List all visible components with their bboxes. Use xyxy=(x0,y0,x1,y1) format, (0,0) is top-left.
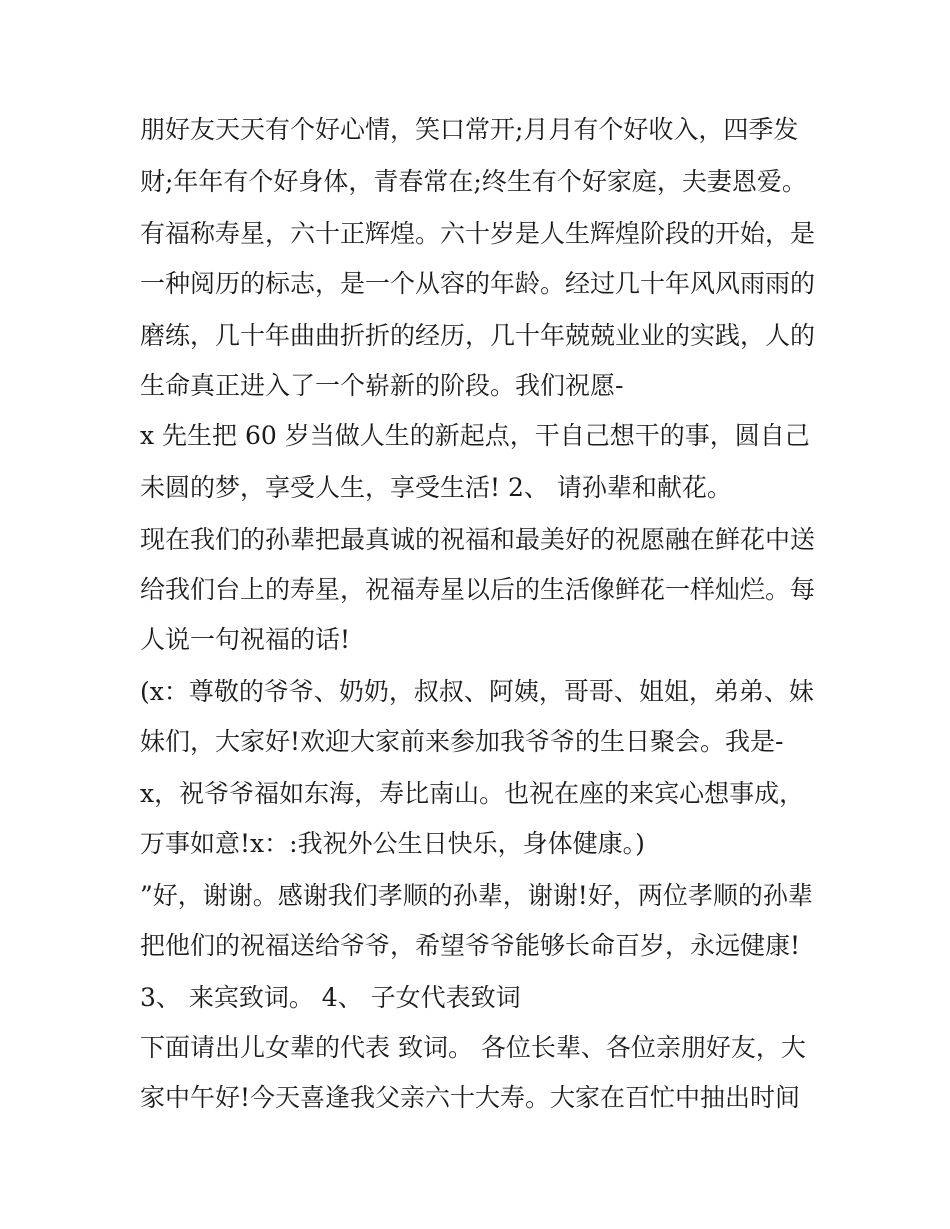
text-line: 一种阅历的标志，是一个从容的年龄。经过几十年风风雨雨的 xyxy=(140,269,816,298)
text-line: x，祝爷爷福如东海，寿比南山。也祝在座的来宾心想事成， xyxy=(140,779,805,808)
text-line: 有福称寿星，六十正辉煌。六十岁是人生辉煌阶段的开始，是 xyxy=(140,219,816,248)
text-line: 未圆的梦，享受人生，享受生活! 2、 请孙辈和献花。 xyxy=(140,473,732,502)
text-line: x 先生把 60 岁当做人生的新起点，干自己想干的事，圆自己 xyxy=(140,421,810,450)
text-line: 现在我们的孙辈把最真诚的祝福和最美好的祝愿融在鲜花中送 xyxy=(140,525,816,554)
text-line: 给我们台上的寿星，祝福寿星以后的生活像鲜花一样灿烂。每 xyxy=(140,575,816,604)
text-line: 把他们的祝福送给爷爷，希望爷爷能够长命百岁，永远健康! xyxy=(140,931,801,960)
text-line: 妹们，大家好!欢迎大家前来参加我爷爷的生日聚会。我是- xyxy=(140,727,784,756)
text-line: 家中午好!今天喜逢我父亲六十大寿。大家在百忙中抽出时间 xyxy=(140,1083,801,1112)
text-line: 生命真正进入了一个崭新的阶段。我们祝愿- xyxy=(140,371,624,400)
text-line: 财;年年有个好身体，青春常在;终生有个好家庭，夫妻恩爱。 xyxy=(140,167,807,196)
text-line: 3、 来宾致词。 4、 子女代表致词 xyxy=(140,983,521,1012)
text-line: 磨练，几十年曲曲折折的经历，几十年兢兢业业的实践，人的 xyxy=(140,321,816,350)
text-line: 朋好友天天有个好心情，笑口常开;月月有个好收入，四季发 xyxy=(140,115,799,144)
text-line: ”好，谢谢。感谢我们孝顺的孙辈，谢谢!好，两位孝顺的孙辈 xyxy=(140,881,813,910)
text-line: 万事如意!x：:我祝外公生日快乐，身体健康。) xyxy=(140,829,645,858)
text-line: 下面请出儿女辈的代表 致词。 各位长辈、各位亲朋好友，大 xyxy=(140,1033,806,1062)
text-line: 人说一句祝福的话! xyxy=(140,625,351,654)
text-line: (x：尊敬的爷爷、奶奶，叔叔、阿姨，哥哥、姐姐，弟弟、妹 xyxy=(140,677,814,706)
